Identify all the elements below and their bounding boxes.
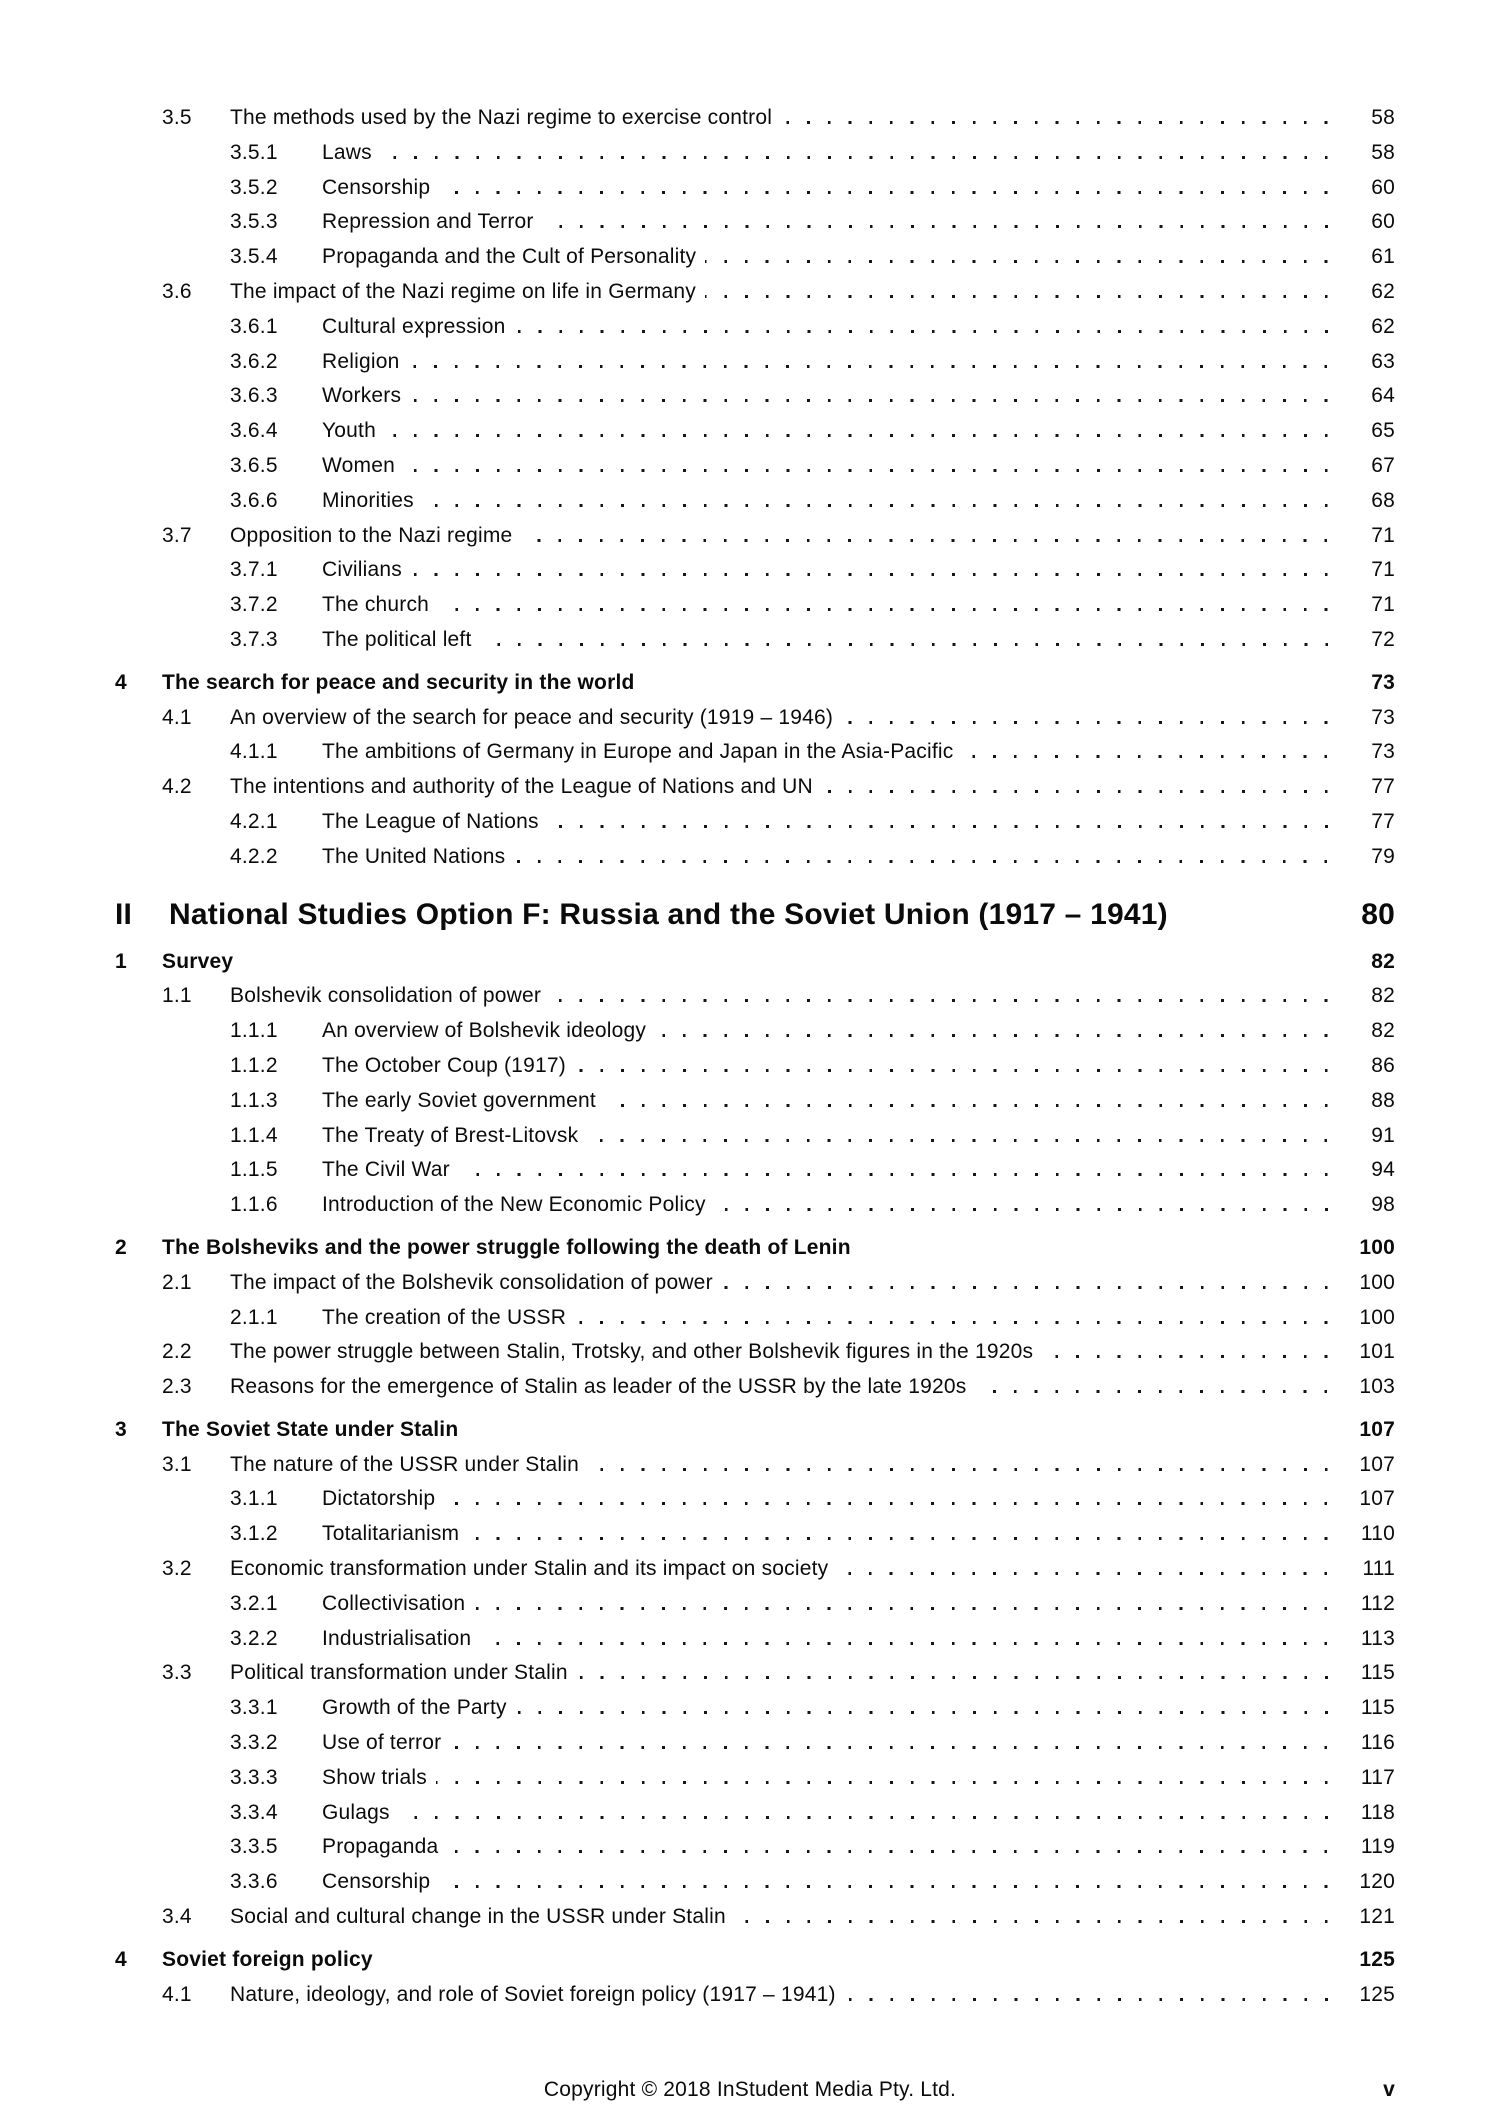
entry-title: The ambitions of Germany in Europe and Japan in the Asia-Pacific [322,740,954,764]
entry-number: 3.3.5 [230,1835,278,1859]
entry-number: 1.1.2 [230,1053,278,1077]
dot-leader [474,1607,1331,1610]
toc-subsection-row [0,1153,1500,1188]
entry-number: 1.1.5 [230,1158,278,1182]
entry-title: Soviet foreign policy [162,1947,373,1971]
entry-title: The nature of the USSR under Stalin [230,1452,580,1476]
entry-number: 3.6.2 [230,349,278,373]
dot-leader [975,1390,1331,1393]
entry-number: 4.1 [162,705,192,729]
entry-page: 107 [1359,1487,1395,1511]
entry-page: 82 [1371,949,1395,973]
dot-leader [575,1321,1331,1324]
dot-leader [860,1251,1331,1254]
toc-chapter-row [0,666,1500,701]
entry-number: 2 [115,1235,127,1259]
entry-page: 125 [1359,1947,1395,1971]
toc-section-row [0,1448,1500,1483]
entry-number: 3.6 [162,279,192,303]
toc-section-row [0,1266,1500,1301]
entry-number: 3.2.2 [230,1626,278,1650]
entry-number: 3.3 [162,1661,192,1685]
dot-leader [837,1572,1331,1575]
entry-number: 3.7.3 [230,627,278,651]
toc-subsection-row [0,1517,1500,1552]
toc-subsection-row [0,1482,1500,1517]
toc-section-row [0,1656,1500,1691]
dot-leader [242,965,1331,968]
toc-subsection-row [0,588,1500,623]
toc-section-row [0,1552,1500,1587]
entry-title: Religion [322,349,400,373]
entry-page: 64 [1371,384,1395,408]
toc-subsection-row [0,414,1500,449]
toc-subsection-row [0,1622,1500,1657]
dot-leader [436,1781,1331,1784]
entry-page: 121 [1359,1905,1395,1929]
dot-leader [516,1711,1331,1714]
toc-subsection-row [0,735,1500,770]
dot-leader [715,1208,1331,1211]
entry-page: 82 [1371,1019,1395,1043]
entry-page: 63 [1371,349,1395,373]
toc-chapter-row [0,1943,1500,1978]
entry-number: 3.1.1 [230,1487,278,1511]
entry-page: 71 [1371,523,1395,547]
entry-number: 3.5.4 [230,245,278,269]
entry-page: 58 [1371,140,1395,164]
dot-leader [515,330,1331,333]
dot-leader [514,860,1331,863]
dot-leader [444,1502,1331,1505]
toc-subsection-row [0,553,1500,588]
entry-page: 73 [1371,705,1395,729]
dot-leader [480,1642,1331,1645]
entry-page: 62 [1371,279,1395,303]
entry-title: The Soviet State under Stalin [162,1417,459,1441]
entry-number: 1.1.3 [230,1088,278,1112]
entry-number: 3.7.1 [230,558,278,582]
entry-title: Workers [322,384,402,408]
dot-leader [447,1850,1331,1853]
toc-part-header [0,893,1500,937]
dot-leader [410,399,1331,402]
dot-leader [781,121,1331,124]
entry-page: 65 [1371,419,1395,443]
entry-number: 1 [115,949,127,973]
entry-number: 4.2.1 [230,809,278,833]
entry-title: Political transformation under Stalin [230,1661,568,1685]
entry-number: 3.2.1 [230,1591,278,1615]
entry-number: 3 [115,1417,127,1441]
dot-leader [962,755,1331,758]
entry-page: 68 [1371,488,1395,512]
dot-leader [423,504,1331,507]
entry-number: 3.1 [162,1452,192,1476]
dot-leader [404,469,1331,472]
toc-section-row [0,701,1500,736]
toc-subsection-row [0,623,1500,658]
entry-title: The political left [322,627,472,651]
entry-page: 101 [1359,1340,1395,1364]
copyright-notice: Copyright © 2018 InStudent Media Pty. Ltd. [543,2078,957,2101]
entry-title: The Bolsheviks and the power struggle following the death of Lenin [162,1235,851,1259]
entry-title: Cultural expression [322,314,506,338]
toc-subsection-row [0,1301,1500,1336]
entry-title: Censorship [322,1870,431,1894]
entry-number: 1.1.4 [230,1123,278,1147]
toc-subsection-row [0,449,1500,484]
entry-title: Growth of the Party [322,1696,507,1720]
dot-leader [438,608,1331,611]
toc-section-row [0,101,1500,136]
toc-chapter-row [0,1413,1500,1448]
toc-subsection-row [0,1188,1500,1223]
entry-page: 100 [1359,1235,1395,1259]
entry-number: 2.3 [162,1375,192,1399]
toc-subsection-row [0,484,1500,519]
entry-page: 80 [1361,897,1395,931]
entry-page: 61 [1371,245,1395,269]
entry-title: Propaganda [322,1835,439,1859]
entry-title: Censorship [322,175,431,199]
entry-title: Economic transformation under Stalin and its impact on society [230,1557,829,1581]
entry-page: 91 [1371,1123,1395,1147]
toc-subsection-row [0,136,1500,171]
entry-number: 1.1 [162,984,192,1008]
toc-subsection-row [0,1865,1500,1900]
entry-title: The League of Nations [322,809,539,833]
toc-subsection-row [0,1726,1500,1761]
toc-section-row [0,1978,1500,2013]
toc-subsection-row [0,1049,1500,1084]
entry-title: Industrialisation [322,1626,472,1650]
dot-leader [842,721,1331,724]
dot-leader [381,156,1331,159]
entry-number: 2.1 [162,1270,192,1294]
entry-page: 117 [1360,1765,1395,1789]
dot-leader [439,191,1331,194]
entry-title: National Studies Option F: Russia and the Soviet Union (1917 – 1941) [169,897,1168,931]
entry-number: 4.2 [162,775,192,799]
entry-page: 88 [1371,1088,1395,1112]
dot-leader [468,1537,1331,1540]
entry-title: Laws [322,140,372,164]
entry-number: 3.4 [162,1905,192,1929]
entry-number: 2.2 [162,1340,192,1364]
dot-leader [1177,921,1331,924]
entry-number: 3.7.2 [230,593,278,617]
entry-title: Civilians [322,558,402,582]
entry-page: 79 [1371,844,1395,868]
entry-page: 71 [1371,593,1395,617]
entry-page: 103 [1359,1375,1395,1399]
entry-number: 3.3.2 [230,1731,278,1755]
entry-number: 4.1 [162,1982,192,2006]
toc-section-row [0,1900,1500,1935]
dot-leader [822,790,1331,793]
entry-page: 115 [1360,1661,1395,1685]
dot-leader [385,434,1331,437]
entry-page: 86 [1371,1053,1395,1077]
dot-leader [399,1816,1331,1819]
entry-title: Dictatorship [322,1487,436,1511]
dot-leader [481,643,1331,646]
toc-subsection-row [0,240,1500,275]
entry-page: 119 [1360,1835,1395,1859]
page-number-label: v [1383,2078,1395,2101]
entry-title: The United Nations [322,844,506,868]
entry-title: Totalitarianism [322,1522,460,1546]
entry-title: Bolshevik consolidation of power [230,984,542,1008]
entry-title: The creation of the USSR [322,1305,567,1329]
entry-title: An overview of Bolshevik ideology [322,1019,647,1043]
entry-page: 116 [1360,1731,1395,1755]
dot-leader [450,1746,1331,1749]
entry-title: The church [322,593,430,617]
entry-number: 4 [115,670,127,694]
entry-title: The search for peace and security in the world [162,670,635,694]
toc-subsection-row [0,1691,1500,1726]
dot-leader [577,1676,1331,1679]
entry-title: The early Soviet government [322,1088,596,1112]
dot-leader [705,260,1331,263]
dot-leader [575,1069,1331,1072]
dot-leader [408,365,1331,368]
entry-number: 3.3.6 [230,1870,278,1894]
entry-number: 4 [115,1947,127,1971]
entry-page: 111 [1362,1557,1395,1581]
toc-subsection-row [0,1084,1500,1119]
entry-title: Introduction of the New Economic Policy [322,1193,706,1217]
entry-title: The impact of the Bolshevik consolidation of power [230,1270,713,1294]
entry-title: Minorities [322,488,414,512]
entry-number: 3.6.1 [230,314,278,338]
toc-subsection-row [0,345,1500,380]
entry-title: Gulags [322,1800,390,1824]
dot-leader [382,1963,1331,1966]
dot-leader [722,1286,1331,1289]
dot-leader [588,1468,1331,1471]
toc-subsection-row [0,1014,1500,1049]
entry-title: Propaganda and the Cult of Personality [322,245,697,269]
entry-page: 100 [1359,1305,1395,1329]
entry-title: Collectivisation [322,1591,466,1615]
entry-title: The power struggle between Stalin, Trotsky, and other Bolshevik figures in the 1920s [230,1340,1034,1364]
entry-title: Youth [322,419,376,443]
entry-page: 98 [1371,1193,1395,1217]
dot-leader [543,225,1331,228]
entry-title: The impact of the Nazi regime on life in Germany [230,279,696,303]
dot-leader [1042,1355,1331,1358]
entry-number: 3.6.3 [230,384,278,408]
toc-section-row [0,1335,1500,1370]
entry-page: 82 [1371,984,1395,1008]
entry-page: 113 [1360,1626,1395,1650]
toc-subsection-row [0,840,1500,875]
entry-number: 3.5.1 [230,140,278,164]
entry-title: The October Coup (1917) [322,1053,566,1077]
page-footer [0,2072,1500,2107]
entry-number: 3.5.3 [230,210,278,234]
entry-number: II [115,897,133,931]
dot-leader [459,1173,1331,1176]
dot-leader [705,295,1331,298]
dot-leader [735,1920,1331,1923]
toc-subsection-row [0,171,1500,206]
dot-leader [644,686,1331,689]
entry-title: The intentions and authority of the League of Nations and UN [230,775,813,799]
entry-title: Women [322,453,395,477]
entry-page: 112 [1360,1591,1395,1615]
entry-number: 4.2.2 [230,844,278,868]
toc-subsection-row [0,310,1500,345]
entry-page: 60 [1371,210,1395,234]
entry-title: Show trials [322,1765,427,1789]
entry-number: 1.1.1 [230,1019,278,1043]
entry-page: 120 [1359,1870,1395,1894]
entry-number: 3.2 [162,1557,192,1581]
dot-leader [605,1104,1331,1107]
dot-leader [550,999,1331,1002]
entry-number: 3.7 [162,523,192,547]
entry-title: Repression and Terror [322,210,534,234]
entry-page: 118 [1360,1800,1395,1824]
entry-title: Use of terror [322,1731,442,1755]
entry-title: Reasons for the emergence of Stalin as leader of the USSR by the late 1920s [230,1375,967,1399]
toc-subsection-row [0,1830,1500,1865]
toc-subsection-row [0,1796,1500,1831]
entry-page: 58 [1371,106,1395,129]
entry-title: The methods used by the Nazi regime to exercise control [230,106,773,129]
entry-page: 115 [1360,1696,1395,1720]
toc-chapter-row [0,1231,1500,1266]
toc-chapter-row [0,945,1500,980]
toc-subsection-row [0,805,1500,840]
entry-number: 4.1.1 [230,740,278,764]
entry-number: 2.1.1 [230,1305,278,1329]
entry-page: 77 [1371,809,1395,833]
dot-leader [845,1998,1331,2001]
entry-number: 3.3.1 [230,1696,278,1720]
entry-number: 3.6.5 [230,453,278,477]
entry-number: 3.3.4 [230,1800,278,1824]
dot-leader [521,539,1331,542]
entry-title: The Civil War [322,1158,450,1182]
entry-page: 110 [1360,1522,1395,1546]
dot-leader [587,1139,1331,1142]
toc-subsection-row [0,205,1500,240]
entry-page: 60 [1371,175,1395,199]
entry-number: 3.5.2 [230,175,278,199]
toc-section-row [0,1370,1500,1405]
entry-number: 3.3.3 [230,1765,278,1789]
dot-leader [439,1885,1331,1888]
toc-section-row [0,275,1500,310]
entry-title: Social and cultural change in the USSR under Stalin [230,1905,726,1929]
entry-title: Survey [162,949,234,973]
dot-leader [411,573,1331,576]
entry-number: 1.1.6 [230,1193,278,1217]
toc-subsection-row [0,1119,1500,1154]
dot-leader [655,1034,1331,1037]
entry-page: 94 [1371,1158,1395,1182]
entry-page: 107 [1359,1452,1395,1476]
entry-page: 67 [1371,453,1395,477]
entry-number: 3.6.6 [230,488,278,512]
entry-number: 3.5 [162,106,192,129]
entry-page: 100 [1359,1270,1395,1294]
entry-page: 62 [1371,314,1395,338]
entry-title: Nature, ideology, and role of Soviet foreign policy (1917 – 1941) [230,1982,836,2006]
toc-subsection-row [0,1587,1500,1622]
dot-leader [467,1433,1331,1436]
entry-number: 3.1.2 [230,1522,278,1546]
entry-page: 73 [1371,740,1395,764]
dot-leader [548,825,1331,828]
entry-number: 3.6.4 [230,419,278,443]
entry-page: 71 [1371,558,1395,582]
entry-page: 107 [1359,1417,1395,1441]
toc-section-row [0,519,1500,554]
toc-section-row [0,770,1500,805]
entry-page: 125 [1359,1982,1395,2006]
entry-title: An overview of the search for peace and security (1919 – 1946) [230,705,834,729]
toc-subsection-row [0,1761,1500,1796]
entry-page: 73 [1371,670,1395,694]
entry-page: 72 [1371,627,1395,651]
entry-title: The Treaty of Brest-Litovsk [322,1123,579,1147]
entry-page: 77 [1371,775,1395,799]
toc-subsection-row [0,379,1500,414]
entry-title: Opposition to the Nazi regime [230,523,513,547]
toc-section-row [0,979,1500,1014]
